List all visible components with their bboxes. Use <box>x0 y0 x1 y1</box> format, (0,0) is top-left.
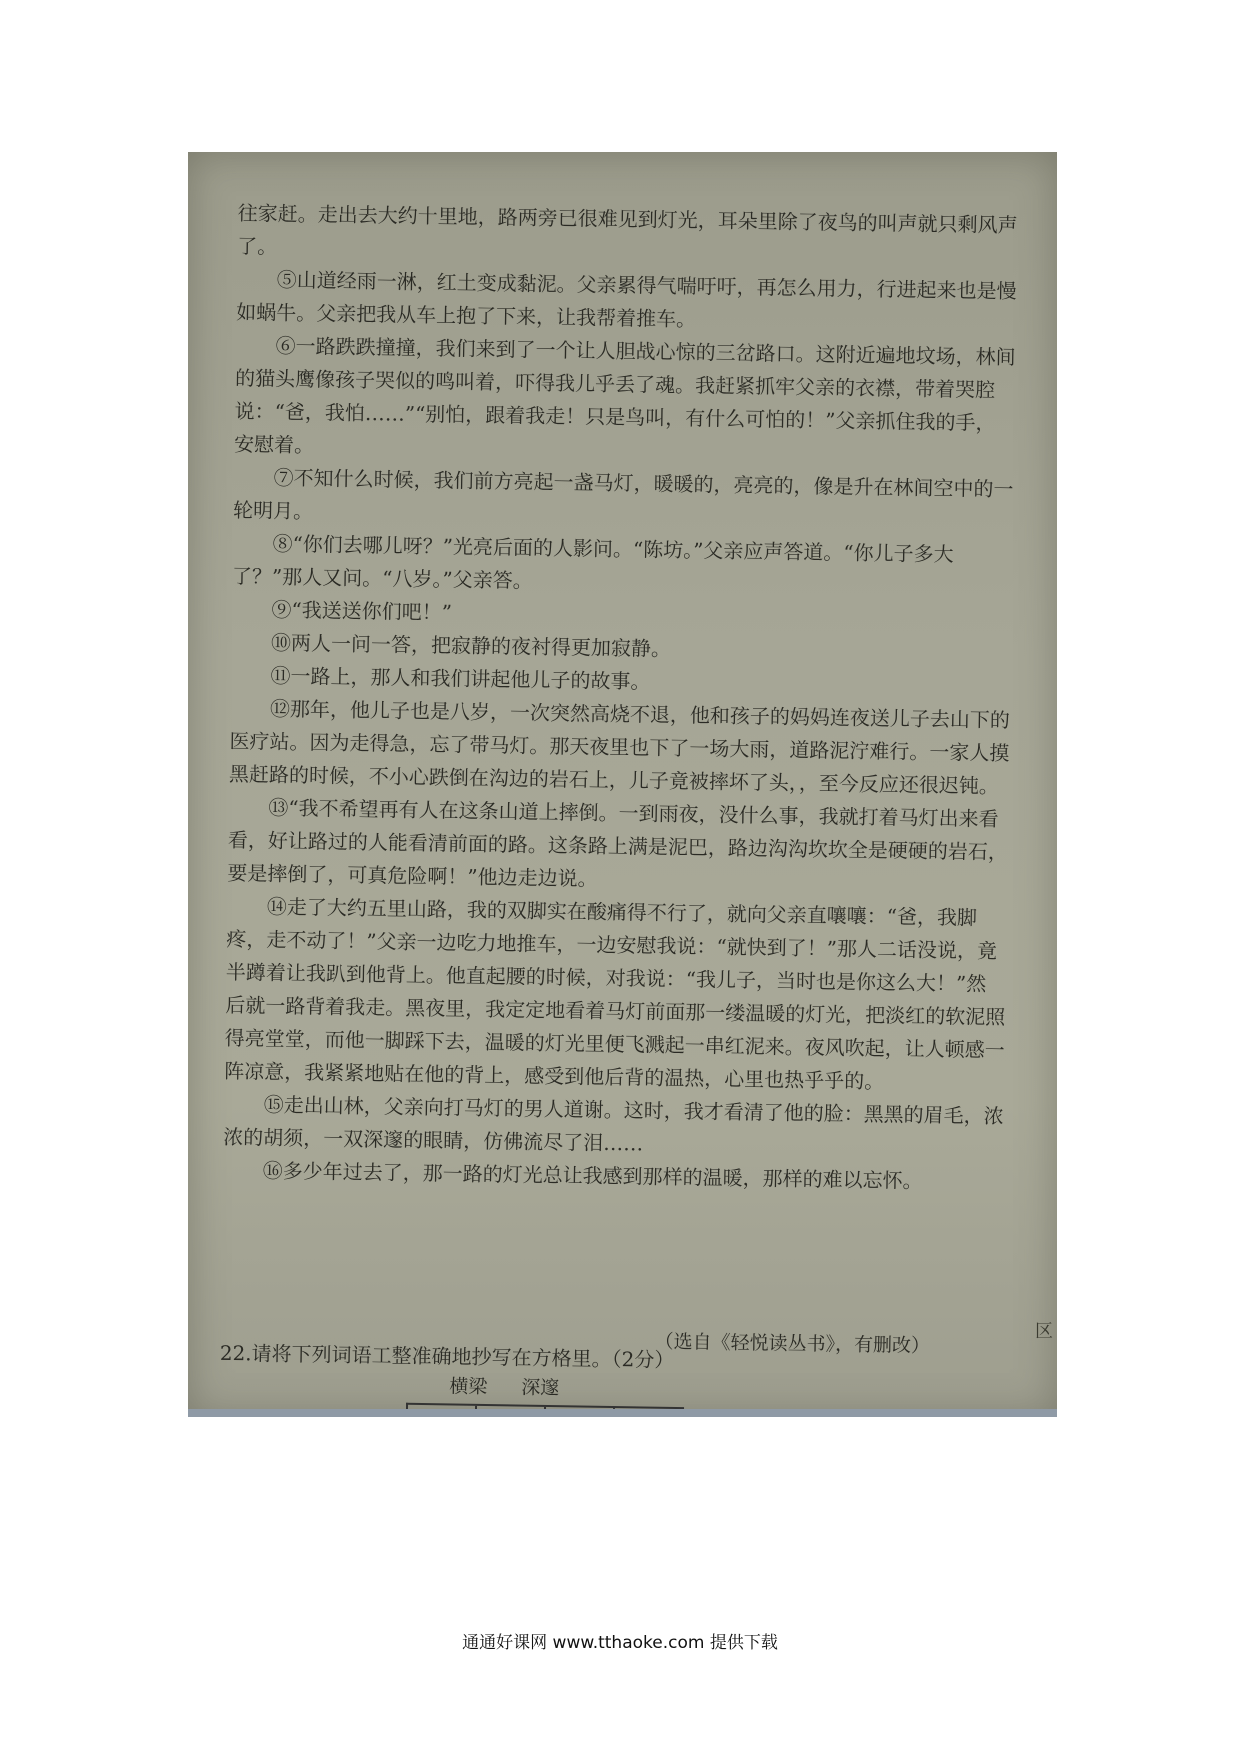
passage-paragraph: ⑤山道经雨一淋，红土变成黏泥。父亲累得气喘吁吁，再怎么用力，行进起来也是慢如蜗牛。父亲把我从车上抱了下来，让我帮着推车。 <box>236 267 1017 332</box>
passage-paragraph: ⑨“我送送你们吧！” <box>271 597 453 625</box>
passage-paragraph: 往家赶。走出去大约十里地，路两旁已很难见到灯光，耳朵里除了夜鸟的叫声就只剩风声了。 <box>237 200 1018 259</box>
passage-paragraph: ⑭走了大约五里山路，我的双脚实在酸痛得不行了，就向父亲直嚷嚷：“爸，我脚疼，走不动了！”父亲一边吃力地推车，一边安慰我说：“就快到了！”那人二话没说，竟半蹲着让我趴到他背上。他直起腰的时候，对我说：“我儿子，当时也是你这么大！”然后就一路背着我走。黑夜里，我定定地看着马灯前面那一缕温暖的灯光，把淡红的软泥照得亮堂堂，而他一脚踩下去，温暖的灯光里便飞溅起一串红泥来。夜风吹起，让人顿感一阵凉意，我紧紧地贴在他的背上，感受到他后背的温热，心里也热乎乎的。 <box>224 894 1006 1094</box>
download-footer: 通通好课网 www.tthaoke.com 提供下载 <box>462 1633 778 1653</box>
copy-words: 横梁 深邃 <box>449 1375 560 1400</box>
passage-paragraph: ⑪一路上，那人和我们讲起他儿子的故事。 <box>270 663 651 694</box>
passage-paragraph: ⑥一路跌跌撞撞，我们来到了一个让人胆战心惊的三岔路口。这附近遍地坟场，林间的猫头鹰像孩子哭似的鸣叫着，吓得我儿乎丢了魂。我赶紧抓牢父亲的衣襟，带着哭腔说：“爸，我怕……”“别怕，跟着我走！只是鸟叫，有什么可怕的！”父亲抓住我的手，安慰着。 <box>233 333 1016 458</box>
scanned-exam-photo <box>188 152 1057 1417</box>
passage-paragraph: ⑦不知什么时候，我们前方亮起一盏马灯，暖暖的，亮亮的，像是升在林间空中的一轮明月。 <box>232 465 1014 524</box>
passage-source: （选自《轻悦读丛书》，有删改） <box>654 1330 931 1358</box>
question-22: 22.请将下列词语工整准确地抄写在方格里。（2分） <box>219 1340 675 1372</box>
reading-passage <box>219 197 1018 1400</box>
passage-paragraph: ⑧“你们去哪儿呀？”光亮后面的人影问。“陈坊。”父亲应声答道。“你儿子多大了？”那人又问。“八岁。”父亲答。 <box>231 531 954 593</box>
passage-paragraph: ⑮走出山林，父亲向打马灯的男人道谢。这时，我才看清了他的脸：黑黑的眉毛，浓浓的胡须，一双深邃的眼睛，仿佛流尽了泪…… <box>223 1092 1004 1156</box>
page-edge-char: 区 <box>1035 1321 1053 1342</box>
passage-paragraph: ⑫那年，他儿子也是八岁，一次突然高烧不退，他和孩子的妈妈连夜送儿子去山下的医疗站。因为走得急，忘了带马灯。那天夜里也下了一场大雨，道路泥泞难行。一家人摸黑赶路的时候，不小心跌倒在沟边的岩石上，儿子竟被摔坏了头，，至今反应还很迟钝。 <box>228 696 1011 799</box>
passage-paragraph: ⑩两人一问一答，把寂静的夜衬得更加寂静。 <box>270 630 672 661</box>
photo-bottom-strip <box>188 1409 1057 1417</box>
passage-paragraph: ⑬“我不希望再有人在这条山道上摔倒。一到雨夜，没什么事，我就打着马灯出来看看，好让路过的人能看清前面的路。这条路上满是泥巴，路边沟沟坎坎全是硬硬的岩石，要是摔倒了，可真危险啊！”他边走边说。 <box>227 795 1008 891</box>
passage-paragraph: ⑯多少年过去了，那一路的灯光总让我感到那样的温暖，那样的难以忘怀。 <box>262 1158 923 1193</box>
